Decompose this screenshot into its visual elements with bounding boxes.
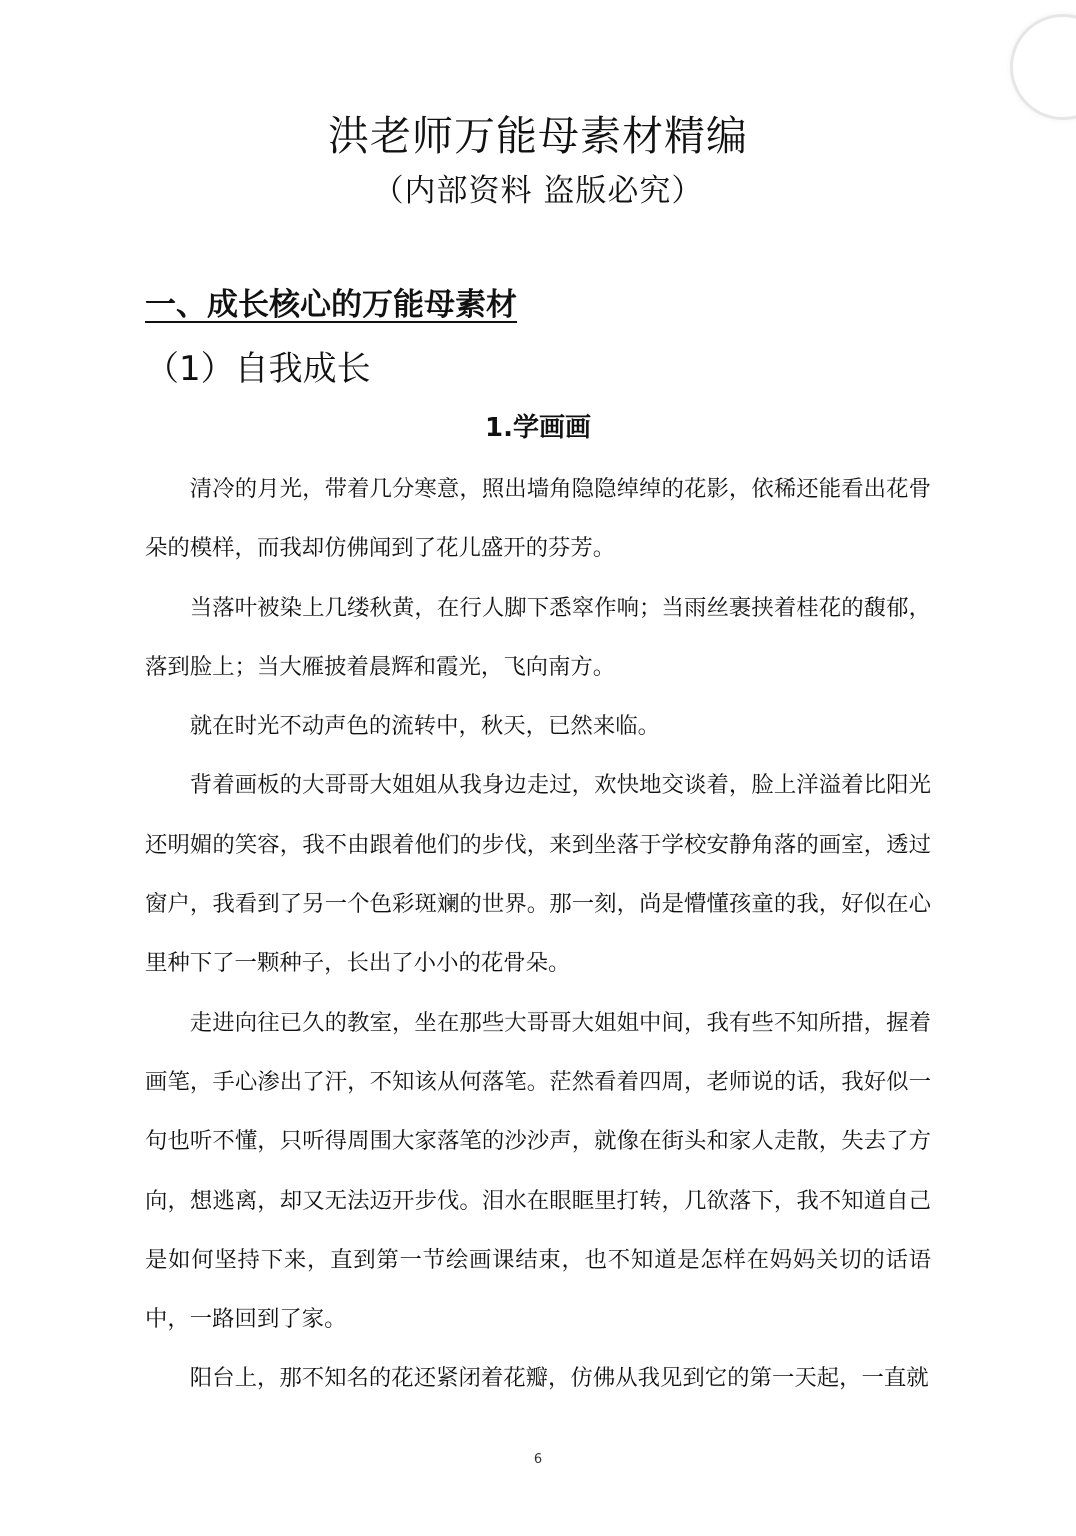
corner-shadow-decoration [1010, 14, 1076, 120]
article-body [145, 460, 931, 1409]
document-subtitle: （内部资料 盗版必究） [372, 173, 704, 209]
paragraph: 就在时光不动声色的流转中，秋天，已然来临。 [189, 713, 660, 740]
page-number: 6 [533, 1452, 543, 1467]
article-title: 1.学画画 [485, 413, 591, 443]
paragraph: 阳台上，那不知名的花还紧闭着花瓣，仿佛从我见到它的第一天起，一直就 [189, 1365, 929, 1392]
paragraph: 背着画板的大哥哥大姐姐从我身边走过，欢快地交谈着，脸上洋溢着比阳光还明媚的笑容，我不由跟着他们的步伐，来到坐落于学校安静角落的画室，透过窗户，我看到了另一个色彩斑斓的世界。那一刻，尚是懵懂孩童的我，好似在心里种下了一颗种子，长出了小小的花骨朵。 [145, 772, 931, 977]
document-title: 洪老师万能母素材精编 [328, 112, 748, 160]
paragraph: 当落叶被染上几缕秋黄，在行人脚下悉窣作响；当雨丝裹挟着桂花的馥郁，落到脸上；当大雁披着晨辉和霞光，飞向南方。 [145, 594, 931, 680]
section-heading: 一、成长核心的万能母素材 [145, 287, 517, 323]
paragraph: 走进向往已久的教室，坐在那些大哥哥大姐姐中间，我有些不知所措，握着画笔，手心渗出了汗，不知该从何落笔。茫然看着四周，老师说的话，我好似一句也听不懂，只听得周围大家落笔的沙沙声，就像在街头和家人走散，失去了方向，想逃离，却又无法迈开步伐。泪水在眼眶里打转，几欲落下，我不知道自己是如何坚持下来，直到第一节绘画课结束，也不知道是怎样在妈妈关切的话语中，一路回到了家。 [145, 1009, 931, 1333]
sub-heading: （1）自我成长 [145, 349, 371, 389]
paragraph: 清冷的月光，带着几分寒意，照出墙角隐隐绰绰的花影，依稀还能看出花骨朵的模样，而我却仿佛闻到了花儿盛开的芬芳。 [145, 476, 931, 562]
